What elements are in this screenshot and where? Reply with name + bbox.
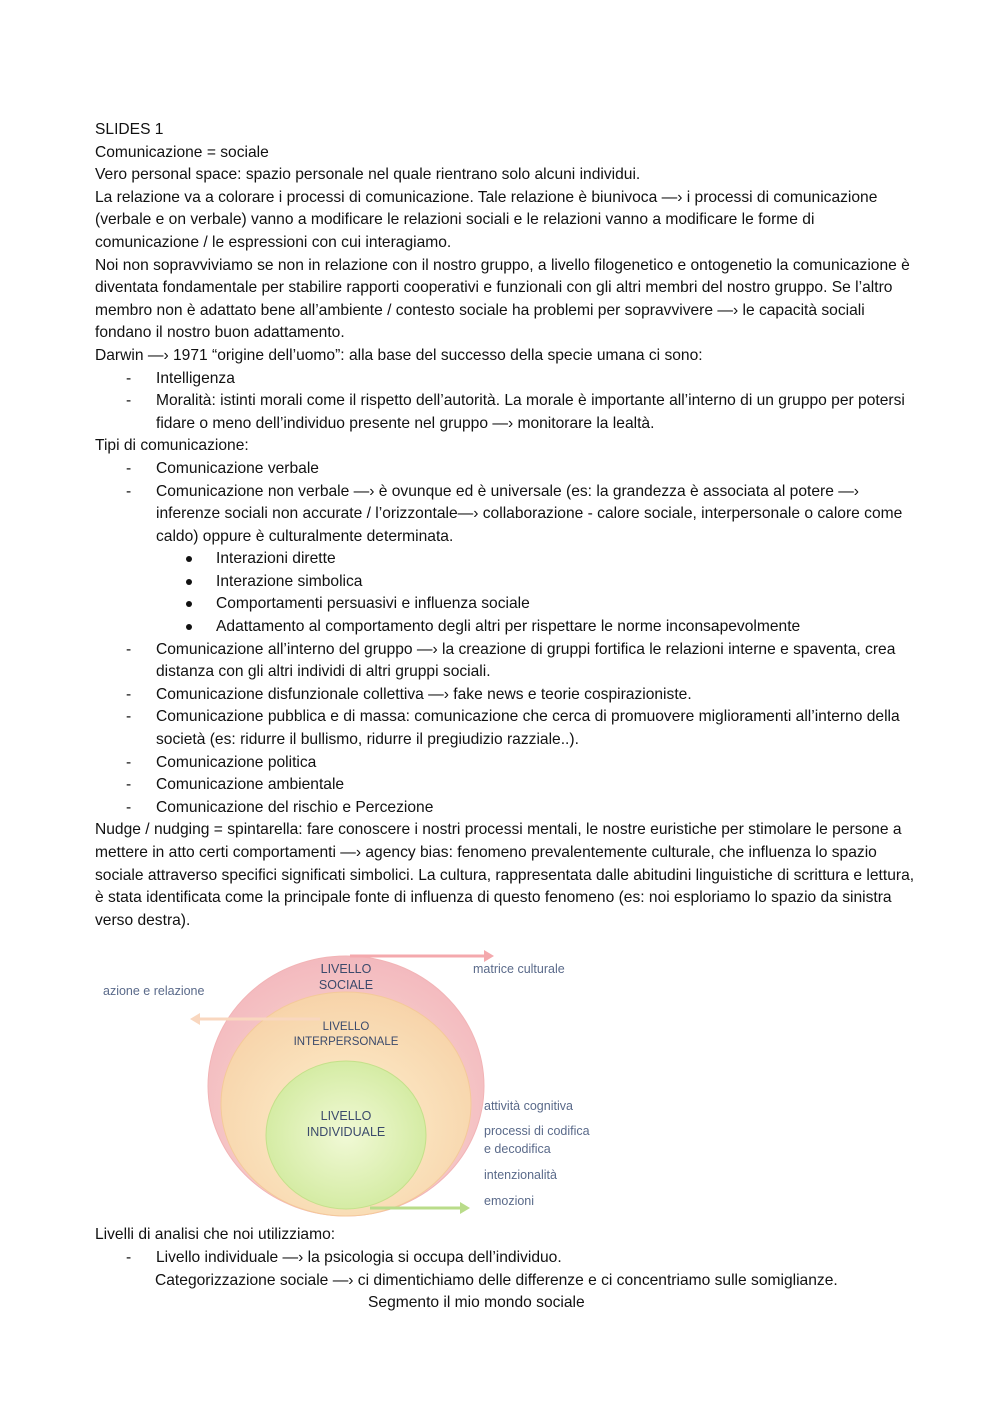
list-item-text: Comunicazione disfunzionale collettiva —› fake news e teorie cospirazioniste.	[156, 685, 692, 703]
list-item	[95, 797, 915, 820]
levels-diagram	[95, 942, 915, 1224]
bullet-item	[95, 593, 915, 616]
right-label: intenzionalità	[484, 1168, 557, 1183]
middle-label: INTERPERSONALE	[293, 1036, 399, 1049]
doc-heading: Livelli di analisi che noi utilizziamo:	[95, 1226, 336, 1244]
list-item-text: Moralità: istinti morali come il rispetto dell’autorità. La morale è importante all’interno di un gruppo per potersi fidare o meno dell’individuo presente nel gruppo —› monitorare la lealtà.	[156, 392, 905, 432]
list-item	[95, 481, 915, 549]
doc-paragraph: Nudge / nudging = spintarella: fare conoscere i nostri processi mentali, le nostre euristiche per stimolare le persone a mettere in atto certi comportamenti —› agency bias: fenomeno prevalentemente culturale, che influenza lo spazio sociale attraverso specifici significati simbolici. La cultura, rappresentata dalle abitudini linguistiche di scrittura e lettura, è stata identificata come la principale fonte di influenza di questo fenomeno (es: noi esploriamo lo spazio da sinistra verso destra).	[95, 821, 915, 929]
doc-heading: Tipi di comunicazione:	[95, 437, 249, 455]
list-item-text: Comunicazione del rischio e Percezione	[156, 798, 434, 816]
list-dash: -	[126, 685, 132, 703]
bullet-icon	[186, 601, 192, 607]
list-item-text: Comunicazione non verbale —› è ovunque ed è universale (es: la grandezza è associata al potere —› inferenze sociali non accurate / l’orizzontale—› collaborazione - calore sociale, interpersonale o calore come caldo) oppure è culturalmente determinata.	[156, 482, 903, 545]
list-item-text: Comunicazione ambientale	[156, 776, 345, 794]
bullet-item	[95, 616, 915, 639]
outer-label: SOCIALE	[318, 978, 374, 993]
list-item-text: Livello individuale —› la psicologia si occupa dell’individuo.	[156, 1248, 562, 1266]
bullet-item	[95, 571, 915, 594]
right-label: attività cognitiva	[484, 1099, 573, 1114]
bullet-icon	[186, 556, 192, 562]
bullet-text: Interazione simbolica	[216, 572, 363, 590]
inner-label: LIVELLO	[320, 1109, 372, 1124]
document-page	[95, 119, 915, 1315]
bullet-text: Adattamento al comportamento degli altri per rispettare le norme inconsapevolmente	[216, 618, 801, 636]
list-dash: -	[126, 369, 132, 387]
list-item	[95, 639, 915, 684]
middle-label: LIVELLO	[322, 1021, 370, 1034]
list-item-text: Comunicazione verbale	[156, 459, 319, 477]
list-dash: -	[126, 776, 132, 794]
list-item	[95, 458, 915, 481]
list-item-text: Comunicazione pubblica e di massa: comunicazione che cerca di promuovere miglioramenti all’interno della società (es: ridurre il bullismo, ridurre il pregiudizio razziale..).	[156, 708, 900, 749]
inner-label: INDIVIDUALE	[306, 1125, 386, 1140]
list-dash: -	[126, 459, 132, 477]
list-item-text: Comunicazione all’interno del gruppo —› la creazione di gruppi fortifica le relazioni interne e spaventa, crea distanza con gli altri individi di altri gruppi sociali.	[156, 640, 896, 681]
list-item	[95, 752, 915, 775]
top-right-label: matrice culturale	[473, 962, 565, 977]
list-dash: -	[126, 798, 132, 816]
bullet-icon	[186, 579, 192, 585]
bullet-text: Comportamenti persuasivi e influenza sociale	[216, 595, 530, 613]
left-label: azione e relazione	[103, 984, 205, 999]
list-item	[95, 774, 915, 797]
bullet-item	[95, 548, 915, 571]
right-label: processi di codifica	[484, 1124, 590, 1139]
list-item	[95, 368, 915, 391]
list-dash: -	[126, 753, 132, 771]
left-arrow-head	[190, 1013, 200, 1025]
list-dash: -	[126, 640, 132, 658]
list-dash: -	[126, 708, 132, 726]
list-item	[95, 684, 915, 707]
list-item	[95, 390, 915, 435]
levels-diagram-svg	[0, 942, 1000, 1224]
list-item	[95, 706, 915, 751]
right-label: e decodifica	[484, 1142, 551, 1157]
doc-line: Segmento il mio mondo sociale	[368, 1294, 585, 1312]
doc-line: Categorizzazione sociale —› ci dimentichiamo delle differenze e ci concentriamo sulle somiglianze.	[155, 1271, 838, 1289]
right-label: emozioni	[484, 1194, 535, 1209]
top-arrow-head	[484, 950, 494, 962]
bottom-arrow-head	[460, 1202, 470, 1214]
list-item	[95, 1247, 915, 1270]
bullet-icon	[186, 624, 192, 630]
list-dash: -	[126, 1248, 132, 1266]
list-item-text: Comunicazione politica	[156, 753, 317, 771]
doc-paragraph: La relazione va a colorare i processi di comunicazione. Tale relazione è biunivoca —› i processi di comunicazione (verbale e on verbale) vanno a modificare le relazioni sociali e le relazioni vanno a modificare le forme di comunicazione / le espressioni con cui interagiamo.	[95, 188, 878, 251]
bullet-text: Interazioni dirette	[216, 550, 336, 568]
doc-paragraph: Darwin —› 1971 “origine dell’uomo”: alla base del successo della specie umana ci sono:	[95, 346, 703, 364]
list-item-text: Intelligenza	[156, 369, 235, 387]
list-dash: -	[126, 482, 132, 500]
list-dash: -	[126, 392, 132, 410]
doc-line: Comunicazione = sociale	[95, 143, 269, 161]
outer-label: LIVELLO	[320, 962, 372, 977]
doc-title: SLIDES 1	[95, 121, 164, 138]
doc-paragraph: Noi non sopravviviamo se non in relazione con il nostro gruppo, a livello filogenetico e ontogenetio la comunicazione è diventata fondamentale per stabilire rapporti cooperativi e funzionali con gli altri membri del nostro gruppo. Se l’altro membro non è adattato bene all’ambiente / contesto sociale ha problemi per sopravvivere —› le capacità sociali fondano il nostro buon adattamento.	[95, 256, 910, 342]
doc-line: Vero personal space: spazio personale nel quale rientrano solo alcuni individui.	[95, 166, 641, 184]
